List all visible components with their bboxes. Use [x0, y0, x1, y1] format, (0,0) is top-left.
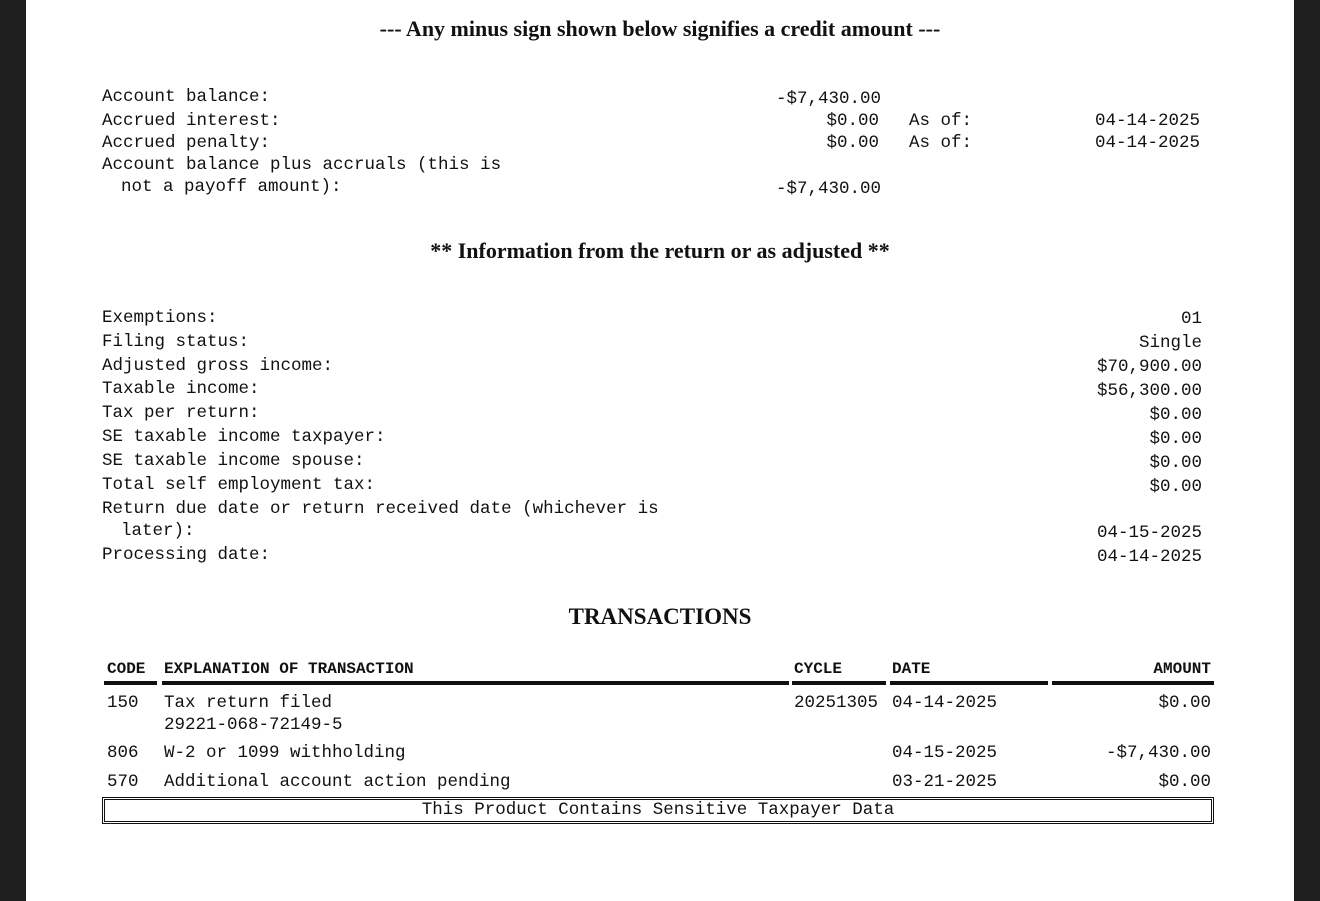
interest-asof-label: As of: [909, 111, 973, 131]
txn-code: 806 [107, 743, 139, 763]
account-balance-value: -$7,430.00 [775, 89, 881, 109]
due-date-value: 04-15-2025 [1096, 523, 1202, 543]
transcript-page [26, 0, 1294, 901]
info-label: SE taxable income taxpayer: [102, 427, 386, 447]
credit-notice: --- Any minus sign shown below signifies a credit amount --- [379, 16, 941, 41]
txn-amount: $0.00 [1158, 693, 1211, 713]
txn-amount: $0.00 [1158, 772, 1211, 792]
txn-explanation: Additional account action pending [164, 772, 511, 792]
txn-amount: -$7,430.00 [1105, 743, 1211, 763]
processing-date-label: Processing date: [102, 545, 271, 565]
processing-date-value: 04-14-2025 [1096, 547, 1202, 567]
txn-sub: 29221-068-72149-5 [164, 715, 343, 735]
col-explanation: EXPLANATION OF TRANSACTION [164, 660, 414, 678]
txn-code: 150 [107, 693, 139, 713]
txn-date: 03-21-2025 [892, 772, 998, 792]
info-label: Taxable income: [102, 379, 260, 399]
due-date-label-line2: later): [121, 521, 195, 541]
accrued-interest-label: Accrued interest: [102, 111, 281, 131]
txn-explanation: Tax return filed [164, 693, 333, 713]
col-code: CODE [107, 660, 146, 678]
accrued-penalty-label: Accrued penalty: [102, 133, 271, 153]
account-balance-label: Account balance: [102, 87, 271, 107]
penalty-asof-label: As of: [909, 133, 973, 153]
info-label: Filing status: [102, 332, 250, 352]
info-value: $0.00 [1149, 453, 1202, 473]
info-label: Exemptions: [102, 308, 218, 328]
txn-code: 570 [107, 772, 139, 792]
col-date: DATE [892, 660, 931, 678]
info-value: 01 [1180, 309, 1202, 329]
header-rule [792, 681, 886, 685]
info-label: Total self employment tax: [102, 475, 376, 495]
sensitive-data-footer: This Product Contains Sensitive Taxpayer Data [102, 797, 1214, 824]
header-rule [1052, 681, 1214, 685]
info-value: $0.00 [1149, 477, 1202, 497]
info-heading: ** Information from the return or as adjusted ** [430, 238, 890, 263]
txn-explanation: W-2 or 1099 withholding [164, 743, 406, 763]
penalty-asof-date: 04-14-2025 [1094, 133, 1200, 153]
info-value: Single [1138, 333, 1202, 353]
interest-asof-date: 04-14-2025 [1094, 111, 1200, 131]
info-value: $0.00 [1149, 405, 1202, 425]
plus-accruals-label-line2: not a payoff amount): [121, 177, 342, 197]
accrued-interest-value: $0.00 [826, 111, 879, 131]
info-label: Adjusted gross income: [102, 356, 334, 376]
info-value: $70,900.00 [1096, 357, 1202, 377]
col-cycle: CYCLE [794, 660, 843, 678]
txn-cycle: 20251305 [794, 693, 879, 713]
col-amount: AMOUNT [1153, 660, 1211, 678]
info-value: $0.00 [1149, 429, 1202, 449]
accrued-penalty-value: $0.00 [826, 133, 879, 153]
info-value: $56,300.00 [1096, 381, 1202, 401]
due-date-label-line1: Return due date or return received date (whichever is [102, 499, 659, 519]
header-rule [104, 681, 157, 685]
plus-accruals-value: -$7,430.00 [775, 179, 881, 199]
info-label: SE taxable income spouse: [102, 451, 365, 471]
txn-date: 04-14-2025 [892, 693, 998, 713]
plus-accruals-label-line1: Account balance plus accruals (this is [102, 155, 502, 175]
info-label: Tax per return: [102, 403, 260, 423]
transactions-heading: TRANSACTIONS [568, 604, 752, 629]
header-rule [162, 681, 789, 685]
header-rule [890, 681, 1048, 685]
txn-date: 04-15-2025 [892, 743, 998, 763]
